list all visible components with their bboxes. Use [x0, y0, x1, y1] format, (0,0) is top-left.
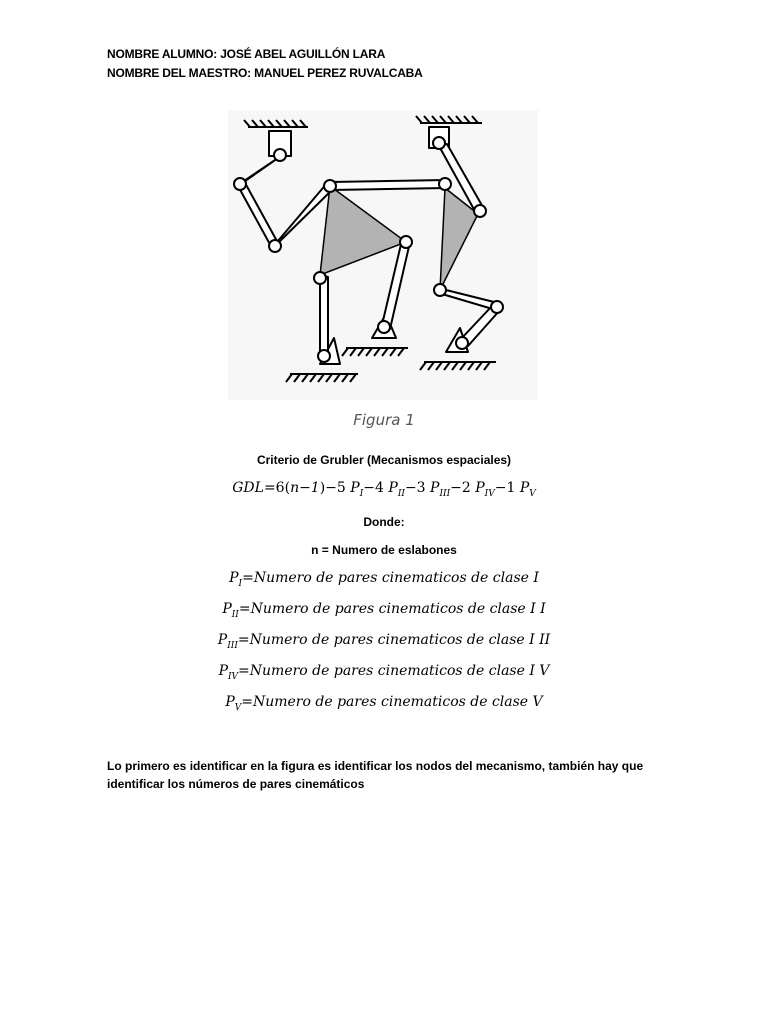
body-paragraph: Lo primero es identificar en la figura es identificar los nodos del mecanismo, también hay que identificar los números de pares cinemáticos [107, 759, 644, 791]
formula-sub-4: IV [484, 488, 495, 499]
definition-row: $P_I=Numero$ de pares cinematicos de clase I [229, 570, 539, 589]
mechanism-figure [228, 110, 538, 400]
formula-coef-5: 1 [506, 480, 516, 496]
formula-coef-n: 6 [275, 480, 285, 496]
definition-row: $P_{II}=Numero$ de pares cinematicos de clase I I [222, 601, 546, 620]
definition-sub: IV [227, 671, 239, 682]
formula-sub-1: I [359, 488, 364, 499]
n-definition: n = Numero de eslabones [311, 543, 457, 557]
grubler-formula: GDL=6(n−1)−5 $P_I-4$ $P_{II}-3$ $P_{III}-2$ $P_{IV}-1$ $P_V$ [232, 480, 536, 499]
definition-text: Numero de pares cinematicos de clase I [253, 570, 539, 586]
formula-n-term: n−1 [290, 480, 320, 496]
formula-lhs: GDL [232, 480, 264, 496]
formula-sub-2: II [397, 488, 405, 499]
definition-sub: I [238, 578, 243, 589]
formula-sub-3: III [439, 488, 451, 499]
definition-row: $P_{III}=Numero$ de pares cinematicos de clase I II [217, 632, 551, 651]
definition-sub: III [227, 640, 238, 651]
teacher-name: NOMBRE DEL MAESTRO: MANUEL PEREZ RUVALCABA [107, 66, 423, 80]
definition-text: Numero de pares cinematicos de clase V [252, 694, 543, 710]
student-name: NOMBRE ALUMNO: JOSÉ ABEL AGUILLÓN LARA [107, 47, 386, 61]
definition-row: $P_{IV}=Numero$ de pares cinematicos de clase I V [218, 663, 550, 682]
definition-text: Numero de pares cinematicos de clase I V [249, 663, 550, 679]
formula-coef-4: 2 [461, 480, 471, 496]
definition-sub: II [231, 609, 239, 620]
definition-text: Numero de pares cinematicos de clase I II [249, 632, 551, 648]
definition-row: $P_V=Numero$ de pares cinematicos de clase V [225, 694, 543, 713]
definition-sub: V [234, 702, 242, 713]
definition-text: Numero de pares cinematicos de clase I I [250, 601, 546, 617]
formula-coef-1: 5 [336, 480, 346, 496]
donde-label: Donde: [363, 515, 405, 529]
grubler-title: Criterio de Grubler (Mecanismos espaciales) [256, 453, 512, 467]
figure-caption: Figura 1 [353, 411, 415, 429]
formula-coef-3: 3 [416, 480, 426, 496]
formula-coef-2: 4 [375, 480, 384, 496]
formula-sub-5: V [529, 488, 536, 499]
